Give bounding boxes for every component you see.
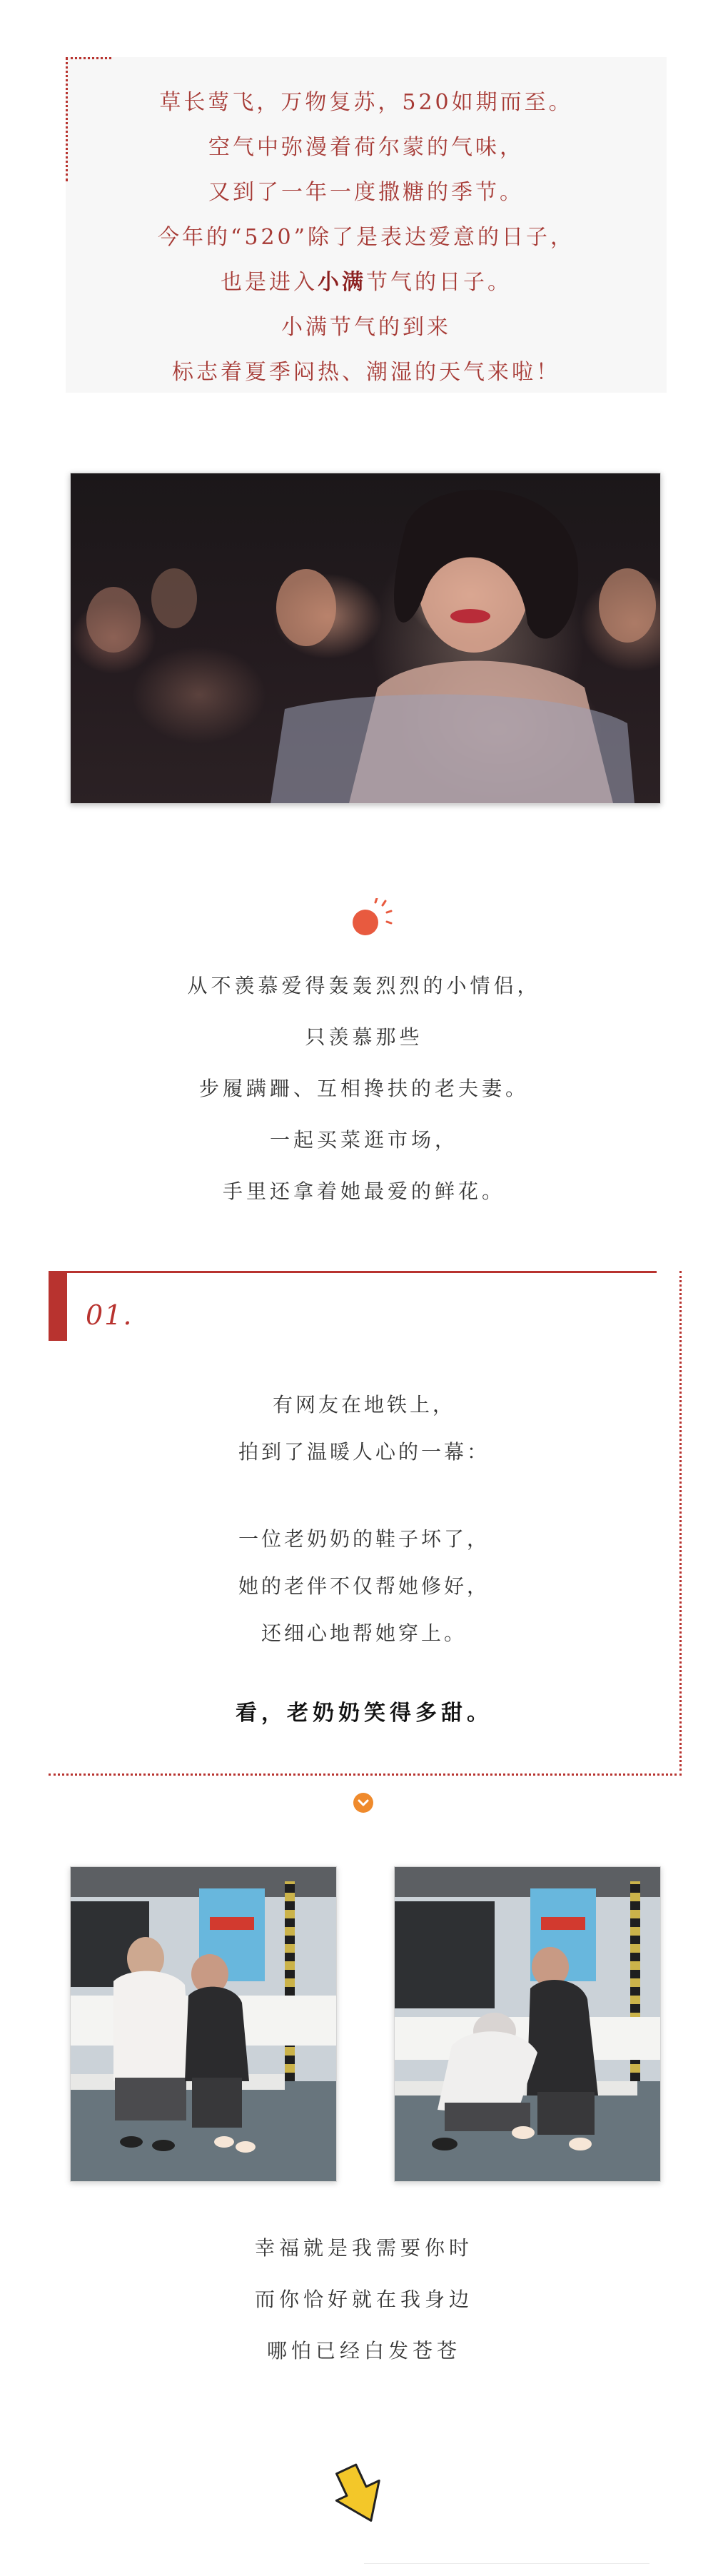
poem-line: 手里还拿着她最爱的鲜花。 — [222, 1179, 505, 1203]
poem-line: 幸福就是我需要你时 — [254, 2236, 473, 2260]
intro-line-part: 也是进入 — [221, 270, 318, 295]
subway-photo-left — [70, 1866, 337, 2182]
intro-line: 草长莺飞，万物复苏，520如期而至。 — [159, 90, 573, 115]
poem-line: 而你恰好就在我身边 — [254, 2288, 473, 2311]
intro-line: 标志着夏季闷热、潮湿的天气来啦！ — [172, 360, 560, 385]
intro-line: 又到了一年一度撒糖的季节。 — [208, 180, 524, 205]
section-flag — [49, 1271, 67, 1341]
subway-scene-left — [71, 1867, 336, 2181]
section-emphasis: 看，老奶奶笑得多甜。 — [236, 1701, 492, 1726]
hero-photo — [70, 473, 661, 804]
section-line: 有网友在地铁上， — [272, 1393, 455, 1417]
poem-line: 一起买菜逛市场， — [269, 1128, 458, 1152]
section-number: 01. — [86, 1299, 133, 1331]
section-text — [49, 1382, 679, 1737]
intro-line: 今年的“520”除了是表达爱意的日子， — [158, 225, 575, 250]
chevron-down-icon — [353, 1792, 374, 1813]
sun-icon — [347, 898, 393, 944]
section-line: 拍到了温暖人心的一幕： — [238, 1440, 490, 1464]
intro-text — [66, 80, 667, 395]
section-line: 一位老奶奶的鞋子坏了， — [238, 1527, 490, 1551]
poem-line: 哪怕已经白发苍苍 — [266, 2339, 461, 2363]
intro-line — [66, 260, 667, 305]
subway-scene-right — [395, 1867, 660, 2181]
closing-poem — [0, 2223, 728, 2377]
bottom-divider — [364, 2563, 649, 2564]
subway-photo-right — [394, 1866, 661, 2182]
section-line: 她的老伴不仅帮她修好， — [238, 1574, 490, 1598]
intro-corner-top-border — [66, 57, 111, 59]
section-gap — [49, 1476, 679, 1516]
poem-block — [0, 960, 728, 1217]
hero-photo-art — [71, 473, 660, 803]
poem-line: 步履蹒跚、互相搀扶的老夫妻。 — [198, 1077, 529, 1100]
poem-line: 只羡慕那些 — [305, 1025, 423, 1049]
intro-line: 小满节气的到来 — [281, 315, 451, 340]
section-line: 还细心地帮她穿上。 — [261, 1621, 467, 1645]
highlight-term: 小满 — [318, 270, 366, 295]
intro-line-part: 节气的日子。 — [366, 270, 512, 295]
arrow-down-icon — [334, 2457, 397, 2526]
intro-line: 空气中弥漫着荷尔蒙的气味， — [208, 135, 524, 160]
section-top-rule — [49, 1271, 657, 1273]
poem-line: 从不羡慕爱得轰轰烈烈的小情侣， — [187, 974, 541, 997]
